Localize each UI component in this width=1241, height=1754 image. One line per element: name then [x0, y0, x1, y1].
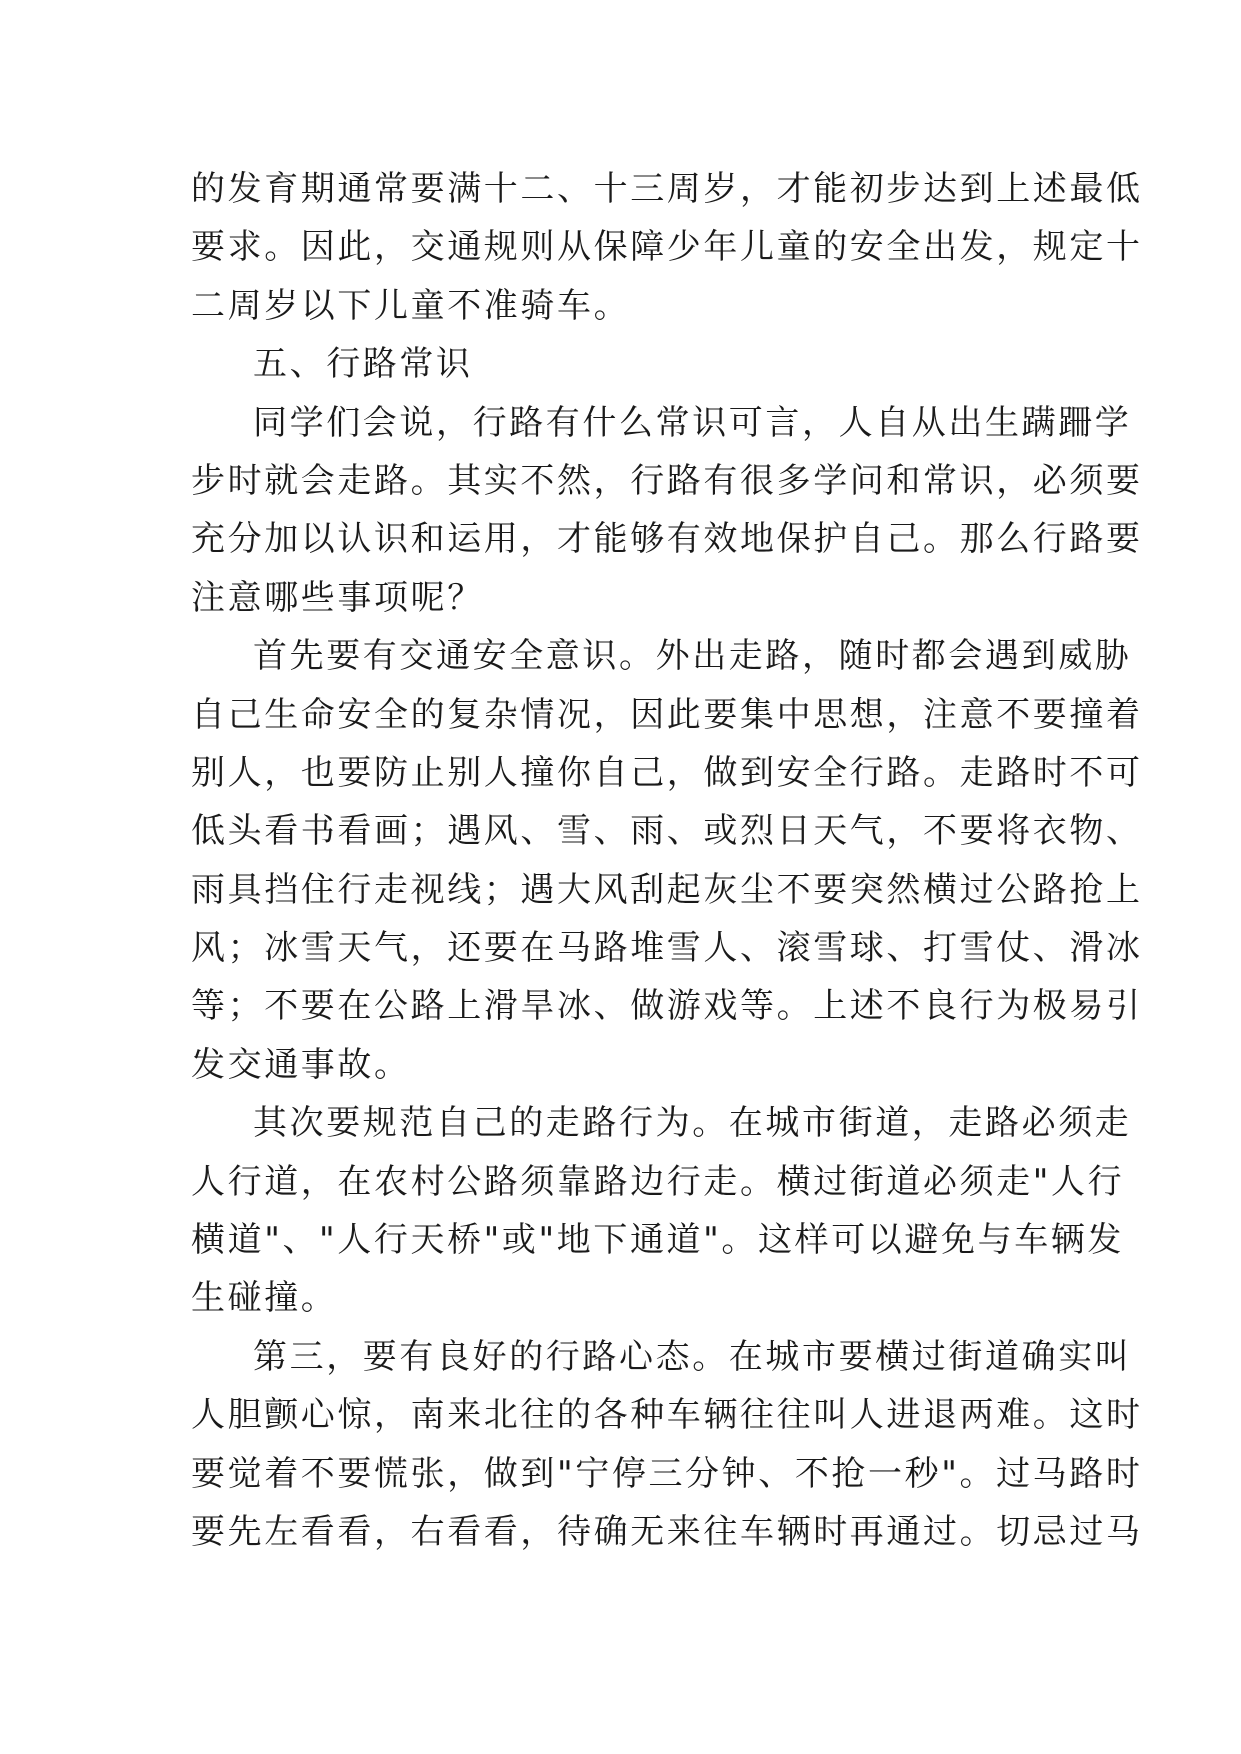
- text-line: 横道"、"人行天桥"或"地下通道"。这样可以避免与车辆发: [191, 1220, 1124, 1261]
- text-line: 自己生命安全的复杂情况，因此要集中思想，注意不要撞着: [191, 694, 1143, 735]
- text-line: 低头看书看画；遇风、雪、雨、或烈日天气，不要将衣物、: [191, 811, 1143, 852]
- paragraph-first-line: 同学们会说，行路有什么常识可言，人自从出生蹒跚学: [253, 402, 1132, 443]
- paragraph-first-line: 其次要规范自己的走路行为。在城市街道，走路必须走: [253, 1103, 1132, 1144]
- text-line: 等；不要在公路上滑旱冰、做游戏等。上述不良行为极易引: [191, 986, 1143, 1027]
- paragraph-first-line: 五、行路常识: [253, 344, 473, 385]
- text-line: 风；冰雪天气，还要在马路堆雪人、滚雪球、打雪仗、滑冰: [191, 928, 1143, 969]
- text-line: 的发育期通常要满十二、十三周岁，才能初步达到上述最低: [191, 169, 1143, 209]
- text-line: 雨具挡住行走视线；遇大风刮起灰尘不要突然横过公路抢上: [191, 869, 1143, 910]
- paragraph-first-line: 首先要有交通安全意识。外出走路，随时都会遇到威胁: [253, 636, 1132, 677]
- document-body: [191, 160, 1143, 1561]
- text-line: 别人，也要防止别人撞你自己，做到安全行路。走路时不可: [191, 752, 1143, 793]
- text-line: 要觉着不要慌张，做到"宁停三分钟、不抢一秒"。过马路时: [191, 1453, 1143, 1494]
- text-line: 发交通事故。: [191, 1044, 411, 1085]
- text-line: 要求。因此，交通规则从保障少年儿童的安全出发，规定十: [191, 227, 1143, 268]
- text-line: 生碰撞。: [191, 1278, 338, 1319]
- text-line: 充分加以认识和运用，才能够有效地保护自己。那么行路要: [191, 519, 1143, 560]
- text-line: 人行道，在农村公路须靠路边行走。横过街道必须走"人行: [191, 1161, 1125, 1202]
- text-line: 二周岁以下儿童不准骑车。: [191, 285, 631, 326]
- text-line: 要先左看看，右看看，待确无来往车辆时再通过。切忌过马: [191, 1511, 1143, 1552]
- paragraph-first-line: 第三，要有良好的行路心态。在城市要横过街道确实叫: [253, 1336, 1132, 1377]
- text-line: 人胆颤心惊，南来北往的各种车辆往往叫人进退两难。这时: [191, 1395, 1143, 1436]
- text-line: 注意哪些事项呢？: [191, 577, 484, 618]
- text-line: 步时就会走路。其实不然，行路有很多学问和常识，必须要: [191, 460, 1143, 501]
